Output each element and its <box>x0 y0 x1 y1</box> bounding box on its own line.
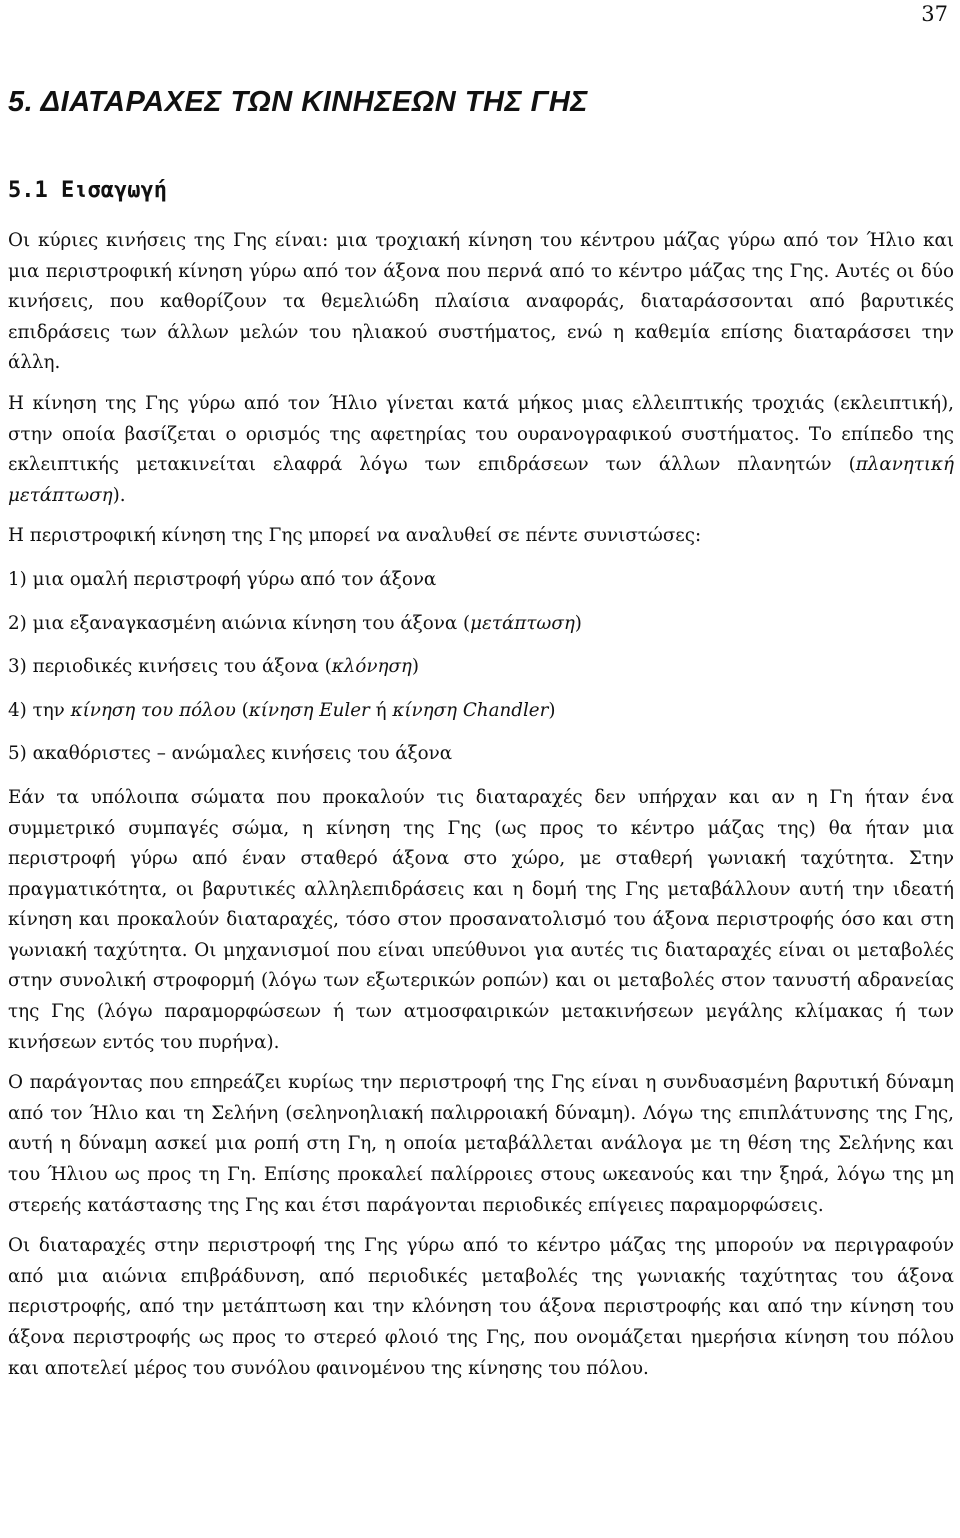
list-item-3-emphasis: κλόνηση <box>331 656 412 678</box>
paragraph-tidal-force: Ο παράγοντας που επηρεάζει κυρίως την περιστροφή της Γης είναι η συνδυασμένη βαρυτική δύναμη από τον Ήλιο και τη Σελήνη (σεληνοηλιακή παλιρροιακή δύναμη). Λόγω της επιπλάτυνσης της Γης, αυτή η δύναμη ασκεί μια ροπή στη Γη, η οποία μεταβάλλεται ανάλογα με τη θέση της Σελήνης και του Ήλιου ως προς τη Γη. Επίσης προκαλεί παλίρροιες στους ωκεανούς και την ξηρά, λόγω της μη στερεής κατάστασης της Γης και έτσι παράγονται περιοδικές επίγειες παραμορφώσεις. <box>8 1072 954 1216</box>
list-item-2-end: ) <box>574 612 582 634</box>
paragraph-components: Η περιστροφική κίνηση της Γης μπορεί να αναλυθεί σε πέντε συνιστώσες: <box>8 525 702 547</box>
section-title: 5.1 Εισαγωγή <box>8 178 167 203</box>
list-item-2-text: 2) μια εξαναγκασμένη αιώνια κίνηση του άξονα ( <box>8 612 471 634</box>
paragraph-ecliptic-text: Η κίνηση της Γης γύρω από τον Ήλιο γίνεται κατά μήκος μιας ελλειπτικής τροχιάς (εκλειπτική), στην οποία βασίζεται ο ορισμός της αφετηρίας του ουρανογραφικού συστήματος. Το επίπεδο της εκλειπτικής μετακινείται ελαφρά λόγω των επιδράσεων των άλλων πλανητών ( <box>8 392 954 476</box>
paragraph-disturbances: Εάν τα υπόλοιπα σώματα που προκαλούν τις διαταραχές δεν υπήρχαν και αν η Γη ήταν ένα συμμετρικό συμπαγές σώμα, η κίνηση της Γης (ως προς το κέντρο μάζας της) θα ήταν μια περιστροφή γύρω από έναν σταθερό άξονα στο χώρο, με σταθερή γωνιακή ταχύτητα. Στην πραγματικότητα, οι βαρυτικές αλληλεπιδράσεις και η δομή της Γης μεταβάλλουν αυτή την ιδεατή κίνηση και προκαλούν διαταραχές, τόσο στον προσανατολισμό του άξονα περιστροφής όσο και στη γωνιακή ταχύτητα. Οι μηχανισμοί που είναι υπεύθυνοι για αυτές τις διαταραχές είναι οι μεταβολές στην συνολική στροφορμή (λόγω των εξωτερικών ροπών) και οι μεταβολές στον τανυστή αδρανείας της Γης (λόγω παραμορφώσεων ή των ατμοσφαιρικών μετακινήσεων μεγάλης κλίμακας ή των κινήσεων εντός του πυρήνα). <box>8 786 954 1053</box>
list-item-3-end: ) <box>411 656 420 678</box>
list-item-2-emphasis: μετάπτωση <box>470 612 575 634</box>
list-item-4-emphasis-2: κίνηση Euler <box>248 699 370 721</box>
chapter-title: 5. ΔΙΑΤΑΡΑΧΕΣ ΤΩΝ ΚΙΝΗΣΕΩΝ ΤΗΣ ΓΗΣ <box>8 86 588 118</box>
list-item-4-end: ) <box>548 699 556 721</box>
paragraph-ecliptic-end: ). <box>112 484 126 506</box>
list-item-4-emphasis-3: κίνηση Chandler <box>392 699 549 721</box>
paragraph-ecliptic-emphasis: πλανητική μετάπτωση <box>8 454 954 506</box>
list-item-4-emphasis-1: κίνηση του πόλου <box>70 699 236 721</box>
paragraph-intro: Οι κύριες κινήσεις της Γης είναι: μια τροχιακή κίνηση του κέντρου μάζας γύρω από τον Ήλιο και μια περιστροφική κίνηση γύρω από τον άξονα που περνά από το κέντρο μάζας της Γης. Αυτές οι δύο κινήσεις, που καθορίζουν τα θεμελιώδη πλαίσια αναφοράς, διαταράσσονται από βαρυτικές επιδράσεις των άλλων μελών του ηλιακού συστήματος, ενώ η καθεμία επίσης διαταράσσει την άλλη. <box>8 230 954 374</box>
paragraph-rotation-perturbations: Οι διαταραχές στην περιστροφή της Γης γύρω από το κέντρο μάζας της μπορούν να περιγραφούν από μια αιώνια επιβράδυνση, από περιοδικές μεταβολές της γωνιακής ταχύτητας του άξονα περιστροφής, από την μετάπτωση και την κλόνηση του άξονα περιστροφής και από την κίνηση του άξονα περιστροφής ως προς το στερεό φλοιό της Γης, που ονομάζεται ημερήσια κίνηση του πόλου και αποτελεί μέρος του συνόλου φαινομένου της κίνησης του πόλου. <box>8 1235 954 1379</box>
paragraph-ecliptic <box>8 389 954 511</box>
list-item-4 <box>8 696 954 727</box>
page-number: 37 <box>921 2 948 26</box>
list-item-4-text-2: ( <box>235 699 249 721</box>
list-item-4-text-3: ή <box>369 699 393 721</box>
list-item-3 <box>8 652 954 683</box>
list-item-2 <box>8 609 954 640</box>
list-item-3-text: 3) περιοδικές κινήσεις του άξονα ( <box>8 656 332 678</box>
body-text <box>8 226 954 1394</box>
list-item-4-text: 4) την <box>8 699 71 721</box>
list-item-5: 5) ακαθόριστες – ανώμαλες κινήσεις του άξονα <box>8 743 453 765</box>
list-item-1: 1) μια ομαλή περιστροφή γύρω από τον άξονα <box>8 568 437 590</box>
